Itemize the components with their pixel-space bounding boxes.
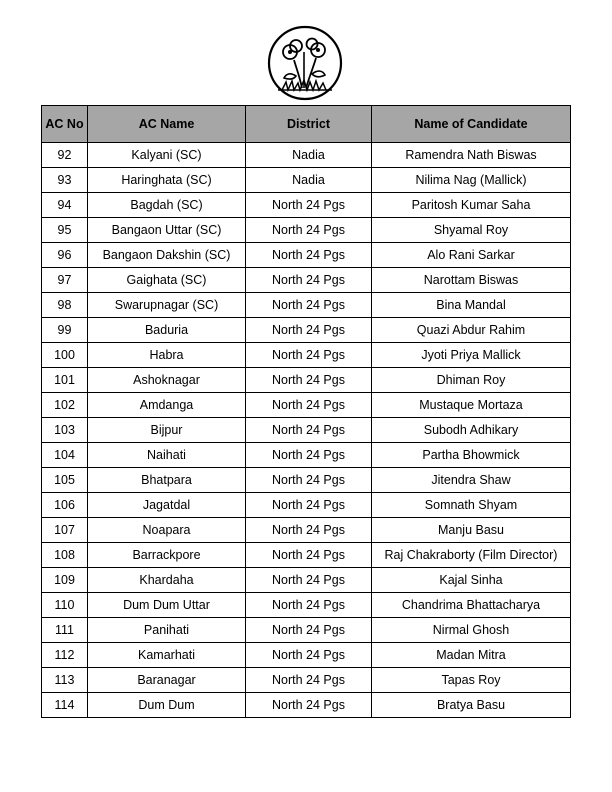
cell-district: Nadia <box>246 168 372 193</box>
cell-district: North 24 Pgs <box>246 368 372 393</box>
table-row <box>42 143 571 168</box>
cell-ac-no: 109 <box>42 568 88 593</box>
cell-district: North 24 Pgs <box>246 543 372 568</box>
table-row <box>42 568 571 593</box>
cell-candidate: Madan Mitra <box>372 643 571 668</box>
cell-ac-name: Kalyani (SC) <box>88 143 246 168</box>
cell-district: North 24 Pgs <box>246 593 372 618</box>
cell-candidate: Bratya Basu <box>372 693 571 718</box>
cell-ac-name: Habra <box>88 343 246 368</box>
cell-candidate: Chandrima Bhattacharya <box>372 593 571 618</box>
cell-ac-name: Kamarhati <box>88 643 246 668</box>
cell-ac-no: 94 <box>42 193 88 218</box>
cell-ac-name: Baranagar <box>88 668 246 693</box>
cell-ac-no: 93 <box>42 168 88 193</box>
cell-candidate: Manju Basu <box>372 518 571 543</box>
cell-district: North 24 Pgs <box>246 618 372 643</box>
cell-ac-name: Bhatpara <box>88 468 246 493</box>
cell-ac-name: Amdanga <box>88 393 246 418</box>
cell-ac-name: Bangaon Dakshin (SC) <box>88 243 246 268</box>
header-ac-name: AC Name <box>88 106 246 143</box>
cell-ac-name: Ashoknagar <box>88 368 246 393</box>
cell-ac-name: Bijpur <box>88 418 246 443</box>
cell-ac-no: 100 <box>42 343 88 368</box>
cell-ac-no: 96 <box>42 243 88 268</box>
cell-candidate: Narottam Biswas <box>372 268 571 293</box>
cell-candidate: Partha Bhowmick <box>372 443 571 468</box>
party-flower-emblem-icon <box>266 24 344 102</box>
table-row <box>42 418 571 443</box>
cell-candidate: Tapas Roy <box>372 668 571 693</box>
cell-candidate: Dhiman Roy <box>372 368 571 393</box>
cell-ac-no: 101 <box>42 368 88 393</box>
cell-ac-no: 97 <box>42 268 88 293</box>
cell-ac-no: 102 <box>42 393 88 418</box>
cell-ac-no: 108 <box>42 543 88 568</box>
cell-candidate: Jyoti Priya Mallick <box>372 343 571 368</box>
cell-ac-name: Noapara <box>88 518 246 543</box>
header-ac-no: AC No <box>42 106 88 143</box>
cell-candidate: Alo Rani Sarkar <box>372 243 571 268</box>
cell-district: North 24 Pgs <box>246 193 372 218</box>
cell-ac-no: 112 <box>42 643 88 668</box>
cell-ac-no: 111 <box>42 618 88 643</box>
cell-district: North 24 Pgs <box>246 493 372 518</box>
cell-ac-no: 107 <box>42 518 88 543</box>
cell-ac-name: Haringhata (SC) <box>88 168 246 193</box>
cell-ac-no: 113 <box>42 668 88 693</box>
cell-ac-name: Naihati <box>88 443 246 468</box>
cell-candidate: Ramendra Nath Biswas <box>372 143 571 168</box>
cell-ac-no: 103 <box>42 418 88 443</box>
table-row <box>42 493 571 518</box>
table-row <box>42 668 571 693</box>
cell-district: North 24 Pgs <box>246 468 372 493</box>
cell-candidate: Shyamal Roy <box>372 218 571 243</box>
cell-district: North 24 Pgs <box>246 443 372 468</box>
table-row <box>42 693 571 718</box>
cell-candidate: Quazi Abdur Rahim <box>372 318 571 343</box>
cell-ac-name: Khardaha <box>88 568 246 593</box>
table-row <box>42 618 571 643</box>
cell-district: North 24 Pgs <box>246 643 372 668</box>
candidate-table <box>41 105 571 718</box>
table-header-row <box>42 106 571 143</box>
cell-ac-name: Bagdah (SC) <box>88 193 246 218</box>
cell-district: North 24 Pgs <box>246 693 372 718</box>
cell-ac-no: 99 <box>42 318 88 343</box>
cell-ac-no: 92 <box>42 143 88 168</box>
cell-district: North 24 Pgs <box>246 218 372 243</box>
cell-district: North 24 Pgs <box>246 518 372 543</box>
cell-ac-name: Baduria <box>88 318 246 343</box>
cell-district: North 24 Pgs <box>246 418 372 443</box>
table-row <box>42 518 571 543</box>
table-row <box>42 343 571 368</box>
cell-district: Nadia <box>246 143 372 168</box>
cell-ac-name: Barrackpore <box>88 543 246 568</box>
cell-district: North 24 Pgs <box>246 318 372 343</box>
cell-district: North 24 Pgs <box>246 668 372 693</box>
table-row <box>42 443 571 468</box>
cell-ac-name: Dum Dum <box>88 693 246 718</box>
cell-district: North 24 Pgs <box>246 243 372 268</box>
table-row <box>42 243 571 268</box>
cell-district: North 24 Pgs <box>246 568 372 593</box>
cell-ac-no: 105 <box>42 468 88 493</box>
table-row <box>42 643 571 668</box>
cell-district: North 24 Pgs <box>246 343 372 368</box>
cell-ac-name: Panihati <box>88 618 246 643</box>
cell-ac-no: 98 <box>42 293 88 318</box>
header-district: District <box>246 106 372 143</box>
cell-ac-no: 110 <box>42 593 88 618</box>
cell-ac-no: 95 <box>42 218 88 243</box>
cell-ac-name: Gaighata (SC) <box>88 268 246 293</box>
cell-candidate: Nirmal Ghosh <box>372 618 571 643</box>
table-row <box>42 218 571 243</box>
table-row <box>42 268 571 293</box>
header-candidate: Name of Candidate <box>372 106 571 143</box>
cell-ac-no: 104 <box>42 443 88 468</box>
table-row <box>42 393 571 418</box>
cell-candidate: Paritosh Kumar Saha <box>372 193 571 218</box>
cell-ac-no: 106 <box>42 493 88 518</box>
cell-ac-name: Bangaon Uttar (SC) <box>88 218 246 243</box>
cell-candidate: Bina Mandal <box>372 293 571 318</box>
cell-candidate: Mustaque Mortaza <box>372 393 571 418</box>
cell-ac-name: Jagatdal <box>88 493 246 518</box>
table-row <box>42 193 571 218</box>
cell-ac-name: Swarupnagar (SC) <box>88 293 246 318</box>
table-row <box>42 318 571 343</box>
table-row <box>42 543 571 568</box>
cell-district: North 24 Pgs <box>246 393 372 418</box>
cell-candidate: Jitendra Shaw <box>372 468 571 493</box>
cell-candidate: Kajal Sinha <box>372 568 571 593</box>
table-row <box>42 168 571 193</box>
table-row <box>42 468 571 493</box>
cell-candidate: Subodh Adhikary <box>372 418 571 443</box>
cell-candidate: Nilima Nag (Mallick) <box>372 168 571 193</box>
cell-district: North 24 Pgs <box>246 268 372 293</box>
cell-ac-name: Dum Dum Uttar <box>88 593 246 618</box>
table-row <box>42 593 571 618</box>
cell-candidate: Raj Chakraborty (Film Director) <box>372 543 571 568</box>
cell-district: North 24 Pgs <box>246 293 372 318</box>
table-row <box>42 293 571 318</box>
cell-candidate: Somnath Shyam <box>372 493 571 518</box>
cell-ac-no: 114 <box>42 693 88 718</box>
table-row <box>42 368 571 393</box>
